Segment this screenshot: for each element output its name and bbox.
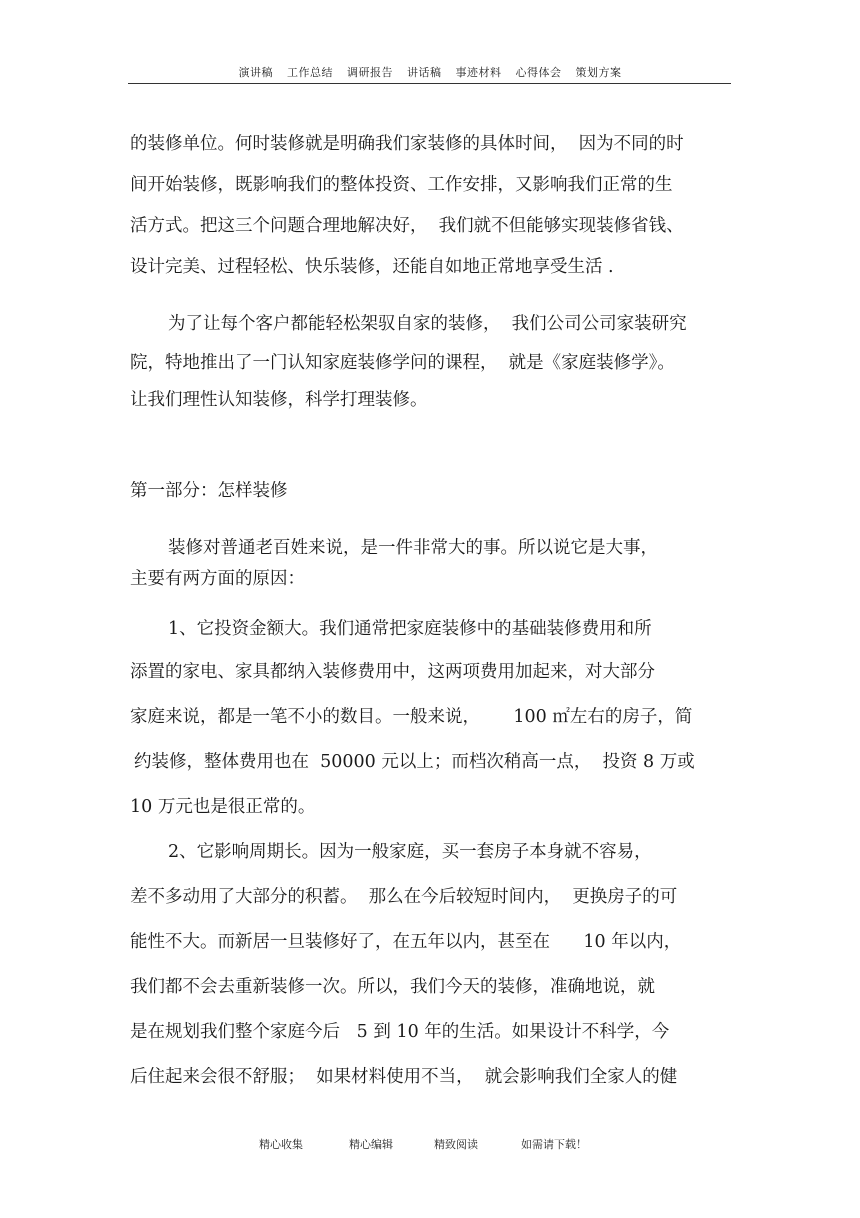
header-item: 演讲稿 bbox=[238, 66, 273, 79]
text-line: 间开始装修，既影响我们的整体投资、工作安排，又影响我们正常的生 bbox=[130, 175, 673, 195]
header-rule bbox=[128, 83, 731, 84]
text-line: 差不多动用了大部分的积蓄。 那么在今后较短时间内， 更换房子的可 bbox=[130, 887, 678, 907]
text-line: 家庭来说，都是一笔不小的数目。一般来说， 100 ㎡左右的房子，简 bbox=[130, 707, 693, 727]
footer-item: 精致阅读 bbox=[434, 1138, 478, 1151]
footer-item: 如需请下载！ bbox=[521, 1138, 587, 1151]
text-line: 装修对普通老百姓来说，是一件非常大的事。所以说它是大事， bbox=[168, 538, 658, 558]
header-item: 策划方案 bbox=[575, 66, 622, 79]
text-line: 2、它影响周期长。因为一般家庭，买一套房子本身就不容易， bbox=[168, 842, 652, 862]
text-line: 院，特地推出了一门认知家庭装修学问的课程， 就是《家庭装修学》。 bbox=[130, 353, 675, 373]
header-item: 讲话稿 bbox=[407, 66, 442, 79]
header-item: 事迹材料 bbox=[455, 66, 502, 79]
footer-item: 精心收集 bbox=[259, 1138, 303, 1151]
text-line: 我们都不会去重新装修一次。所以，我们今天的装修，准确地说，就 bbox=[130, 977, 655, 997]
text-line: 主要有两方面的原因： bbox=[130, 569, 305, 589]
text-line: 是在规划我们整个家庭今后 5 到 10 年的生活。如果设计不科学，今 bbox=[130, 1022, 670, 1042]
text-line: 10 万元也是很正常的。 bbox=[130, 797, 316, 817]
text-line: 添置的家电、家具都纳入装修费用中，这两项费用加起来，对大部分 bbox=[130, 662, 655, 682]
text-line: 后住起来会很不舒服； 如果材料使用不当， 就会影响我们全家人的健 bbox=[130, 1067, 678, 1087]
text-line: 的装修单位。何时装修就是明确我们家装修的具体时间， 因为不同的时 bbox=[130, 134, 684, 154]
footer-item: 精心编辑 bbox=[349, 1138, 393, 1151]
text-line: 为了让每个客户都能轻松架驭自家的装修， 我们公司公司家装研究 bbox=[168, 314, 687, 334]
header-item: 调研报告 bbox=[347, 66, 393, 79]
text-line: 活方式。把这三个问题合理地解决好， 我们就不但能够实现装修省钱、 bbox=[130, 216, 684, 236]
text-line: 能性不大。而新居一旦装修好了，在五年以内，甚至在 10 年以内， bbox=[130, 932, 682, 952]
section-heading: 第一部分：怎样装修 bbox=[130, 481, 288, 501]
header-item: 工作总结 bbox=[287, 66, 333, 79]
header-item: 心得体会 bbox=[515, 66, 562, 79]
text-line: 约装修，整体费用也在 50000 元以上；而档次稍高一点， 投资 8 万或 bbox=[134, 752, 695, 772]
text-line: 1、它投资金额大。我们通常把家庭装修中的基础装修费用和所 bbox=[168, 619, 652, 639]
text-line: 让我们理性认知装修，科学打理装修。 bbox=[130, 390, 428, 410]
text-line: 设计完美、过程轻松、快乐装修，还能自如地正常地享受生活 . bbox=[130, 257, 614, 277]
page-header bbox=[0, 64, 860, 80]
